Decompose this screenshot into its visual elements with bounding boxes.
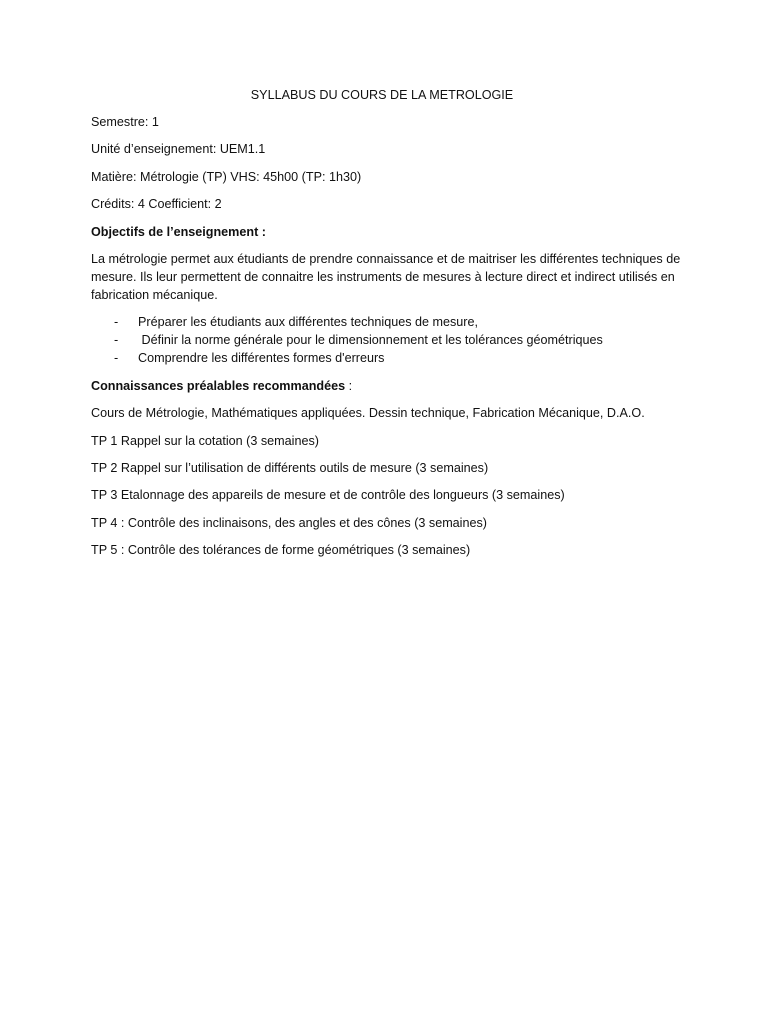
document-title: SYLLABUS DU COURS DE LA METROLOGIE: [250, 88, 514, 102]
tp-2: TP 2 Rappel sur l’utilisation de différents outils de mesure (3 semaines): [91, 460, 489, 475]
tp-4: TP 4 : Contrôle des inclinaisons, des angles et des cônes (3 semaines): [91, 515, 487, 530]
list-item: [91, 313, 681, 331]
semestre-line: Semestre: 1: [91, 115, 159, 129]
prerequis-heading: Connaissances préalables recommandées: [91, 378, 346, 393]
bullet-dash: -: [114, 351, 119, 366]
prerequis-text: Cours de Métrologie, Mathématiques appliquées. Dessin technique, Fabrication Mécanique, D.A.O.: [91, 406, 645, 421]
list-item-text: Définir la norme générale pour le dimensionnement et les tolérances géométriques: [138, 333, 603, 348]
unite-line: Unité d’enseignement: UEM1.1: [91, 142, 266, 157]
tp-3: TP 3 Etalonnage des appareils de mesure et de contrôle des longueurs (3 semaines): [91, 488, 565, 503]
list-item-text: Comprendre les différentes formes d'erreurs: [138, 351, 385, 366]
objectifs-paragraph: La métrologie permet aux étudiants de prendre connaissance et de maitriser les différentes techniques de mesure. Ils leur permettent de connaitre les instruments de mesures à lecture direct et indirect utilisés en fabrication mécanique.: [91, 251, 681, 302]
document-content: [91, 86, 681, 568]
list-item-text: Préparer les étudiants aux différentes techniques de mesure,: [138, 315, 479, 330]
matiere-line: Matière: Métrologie (TP) VHS: 45h00 (TP: 1h30): [91, 169, 362, 184]
tp-5: TP 5 : Contrôle des tolérances de forme géométriques (3 semaines): [91, 543, 471, 558]
prerequis-heading-line: [91, 377, 681, 395]
list-item: [91, 349, 681, 367]
prerequis-colon: :: [345, 378, 353, 393]
tp-1: TP 1 Rappel sur la cotation (3 semaines): [91, 433, 319, 448]
objectifs-heading: Objectifs de l’enseignement :: [91, 224, 266, 239]
bullet-dash: -: [114, 333, 119, 348]
bullet-dash: -: [114, 315, 119, 330]
list-item: [91, 331, 681, 349]
credits-line: Crédits: 4 Coefficient: 2: [91, 197, 222, 212]
objectifs-list: [91, 313, 681, 367]
